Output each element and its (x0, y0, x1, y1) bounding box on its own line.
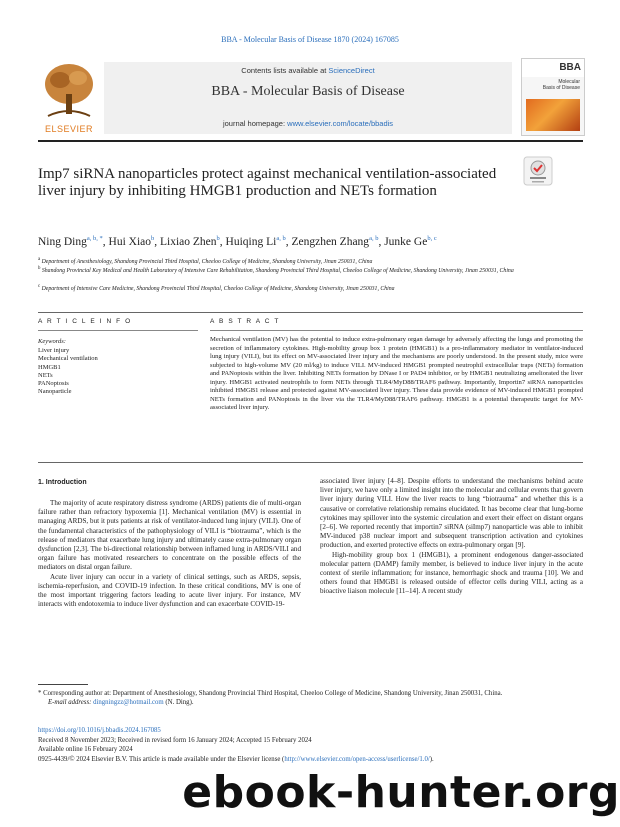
keywords-label: Keywords: (38, 338, 66, 345)
abstract-heading: A B S T R A C T (210, 318, 280, 325)
article-title: Imp7 siRNA nanoparticles protect against mechanical ventilation-associated liver injury by inhibiting HMGB1 production and NETs formation (38, 166, 497, 199)
journal-banner (104, 62, 512, 134)
publication-info (38, 726, 583, 764)
sciencedirect-link[interactable]: ScienceDirect (328, 66, 375, 75)
body-paragraph: The majority of acute respiratory distress syndrome (ARDS) patients die of multi-organ failure rather than refractory hypoxemia [1]. Mechanical ventilation (MV) is essential in managing ARDS, but it puts patients at risk of ventilator-induced lung injury (VILI). One of the fundamental characteristics of the pathophysiology of VILI is “biotrauma”, which is the release of mediators that exacerbate lung injury and ultimately cause extra-pulmonary organ dysfunction [2,3]. The bi-directional relationship between inflamed lung in ARDS/VILI and organ failure has motivated researchers to concentrate on the possible effects of the mediators on distal organ failure. (38, 499, 301, 572)
affiliation-sup: c (38, 284, 41, 289)
keyword: HMGB1 (38, 363, 61, 371)
introduction-heading: 1. Introduction (38, 479, 87, 486)
article-info-underline (38, 330, 198, 331)
email-label: E-mail address: (48, 699, 94, 706)
cover-artwork (526, 99, 580, 131)
author-affil-sup[interactable]: a, b (369, 235, 379, 242)
corresponding-author-note: * Corresponding author at: Department of Anesthesiology, Shandong Provincial Third Hospital, Cheeloo College of Medicine, Shandong University, Jinan 250031, China. (38, 690, 503, 697)
author-name[interactable]: Huiqing Li (225, 235, 277, 248)
elsevier-tree-logo (38, 58, 100, 134)
contents-prefix: Contents lists available at (241, 66, 329, 75)
author-name[interactable]: Lixiao Zhen (160, 235, 217, 248)
homepage-link[interactable]: www.elsevier.com/locate/bbadis (287, 119, 394, 128)
author-affil-sup[interactable]: b, c (427, 235, 437, 242)
homepage-line (104, 119, 512, 128)
check-for-updates-button[interactable] (523, 156, 553, 186)
author-affil-sup[interactable]: b (216, 235, 220, 242)
affiliation-text: Shandong Provincial Key Medical and Health Laboratory of Intensive Care Rehabilitation, Shandong Provincial Third Hospital, Cheeloo College of Medicine, Shandong University, Jinan 250031, China (41, 267, 514, 274)
section-divider (38, 312, 583, 313)
doi-link[interactable]: https://doi.org/10.1016/j.bbadis.2024.167085 (38, 727, 161, 734)
footnote (38, 689, 583, 707)
watermark-text: ebook-hunter.org (182, 767, 620, 818)
author-affil-sup[interactable]: b (151, 235, 155, 242)
keyword: Nanoparticle (38, 388, 72, 396)
publisher-name: ELSEVIER (44, 124, 94, 134)
license-link[interactable]: http://www.elsevier.com/open-access/userlicense/1.0/ (284, 755, 430, 763)
keyword: NETs (38, 371, 53, 379)
abstract-text: Mechanical ventilation (MV) has the potential to induce extra-pulmonary organ damage by adversely affecting the lungs and promoting the secretion of inflammatory cytokines. High-mobility group box 1 protein (HMGB1) is a pro-inflammatory mediator in ventilator-induced lung injury (VILI), but its effect on MV-associated liver injury and the mechanisms are poorly understood. In the present study, mice were subjected to high-volume MV (20 ml/kg) to induce VILI. MV-induced HMGB1 prompted neutrophil extracellular traps (NETs) formation and PANoptosis within the liver. Inhibiting NETs formation by DNase I or PAD4 inhibitor, or by HMGB1 neutralizing ameliorated the liver injury. HMGB1 activated neutrophils to form NETs through TLR4/MyD88/TRAF6 pathway. Importantly, Importin7 siRNA nanoparticles inhibited HMGB1 release and protected against MV-associated liver injury. These data provide evidence of MV-induced HMGB1 prompted NETs formation and PANoptosis in the liver via the TLR4/MyD88/TRAF6 pathway. HMGB1 is a potential therapeutic target for MV-associated liver injury. (210, 336, 583, 412)
abstract-bottom-divider (38, 462, 583, 463)
cover-logo: BBA (559, 62, 581, 73)
body-paragraph: High-mobility group box 1 (HMGB1), a prominent endogenous danger-associated molecular pattern (DAMP) family member, is believed to induce liver injury in the acute context of sterile inflammation; for instance, hemorrhagic shock and trauma [10]. We and others found that HMGB1 is released outside of effector cells during VILI, acting as a bioactive liaison molecule [11–14]. A recent study (320, 550, 583, 596)
keywords-list (38, 347, 98, 397)
license-prefix: 0925-4439/© 2024 Elsevier B.V. This article is made available under the Elsevier license ( (38, 755, 285, 763)
header-divider (38, 140, 583, 142)
running-header[interactable]: BBA - Molecular Basis of Disease 1870 (2024) 167085 (221, 35, 399, 44)
email-line (38, 698, 583, 707)
email-suffix: (N. Ding). (163, 699, 194, 706)
author-list: Ning Ding$^{a, b, *}$, Hui Xiao$^b$, Lixiao Zhen$^b$, Huiqing Li$^{a, b}$, Zengzhen Zhang$^{a, b}$, Junke Ge$^{b, c}$ (38, 235, 437, 248)
author-affil-sup[interactable]: a, b, * (86, 235, 103, 242)
journal-name: BBA - Molecular Basis of Disease (211, 84, 405, 99)
cover-title-line2: Basis of Disease (542, 85, 580, 91)
license-suffix: ). (429, 755, 434, 763)
affiliation-sup: a (38, 257, 41, 262)
keyword: Liver injury (38, 347, 70, 354)
email-link[interactable]: dingningzz@hotmail.com (93, 699, 164, 706)
affiliation (38, 283, 583, 293)
received-dates: Received 8 November 2023; Received in revised form 16 January 2024; Accepted 15 February 2024 (38, 736, 312, 744)
check-for-updates-icon (523, 156, 553, 186)
license-line (38, 755, 583, 765)
body-left-column (38, 499, 301, 609)
body-paragraph: Acute liver injury can occur in a variety of clinical settings, such as ARDS, sepsis, ischemia-reperfusion, and COVID-19 infection. In these critical conditions, MV is one of the most important triggering factors leading to acute liver injury. For instance, MV interacts with endotoxemia to induce liver dysfunction and can exacerbate COVID-19- (38, 572, 301, 609)
body-paragraph: associated liver injury [4–8]. Despite efforts to understand the mechanisms behind acute liver injury, we have only a limited insight into the molecular and cellular events that govern liver injury during VILI. How the liver reacts to lung “biotrauma” and whether this is a causative or correlative relationship remains elucidated. It has become clear that lung-borne cytokines may spillover into the systemic circulation and exert their effect on distant organs [2–6]. We reported recently that importin7 siRNA (siImp7) nanoparticle was able to inhibit MV-induced p38 nuclear import and subsequent transcription activation and cytokines production, and exerted protective effects on extra-pulmonary organ [9]. (320, 477, 583, 550)
affiliation-sup: b (38, 266, 41, 271)
article-info-heading: A R T I C L E I N F O (38, 318, 132, 325)
available-online: Available online 16 February 2024 (38, 746, 133, 753)
footnote-rule (38, 684, 88, 685)
contents-line (104, 66, 512, 75)
cover-title (543, 79, 580, 91)
author-name[interactable]: Zengzhen Zhang (291, 235, 370, 248)
author-name[interactable]: Ning Ding (38, 235, 87, 248)
journal-cover-image (521, 58, 585, 136)
affiliation-text: Department of Intensive Care Medicine, Shandong Provincial Third Hospital, Cheeloo College of Medicine, Shandong University, Jinan 250031, China (41, 285, 395, 292)
author-affil-sup[interactable]: a, b (276, 235, 286, 242)
abstract-underline (210, 330, 583, 331)
affiliation (38, 265, 583, 275)
homepage-prefix: journal homepage: (222, 119, 288, 128)
author-name[interactable]: Junke Ge (384, 235, 428, 248)
affiliation-text: Department of Anesthesiology, Shandong Provincial Third Hospital, Cheeloo College of Medicine, Shandong University, Jinan 250031, China (41, 258, 373, 265)
keyword: Mechanical ventilation (38, 355, 98, 363)
cover-title-line1: Molecular (558, 79, 580, 85)
body-right-column (320, 477, 583, 597)
keyword: PANoptosis (38, 380, 69, 388)
author-name[interactable]: Hui Xiao (108, 235, 151, 248)
